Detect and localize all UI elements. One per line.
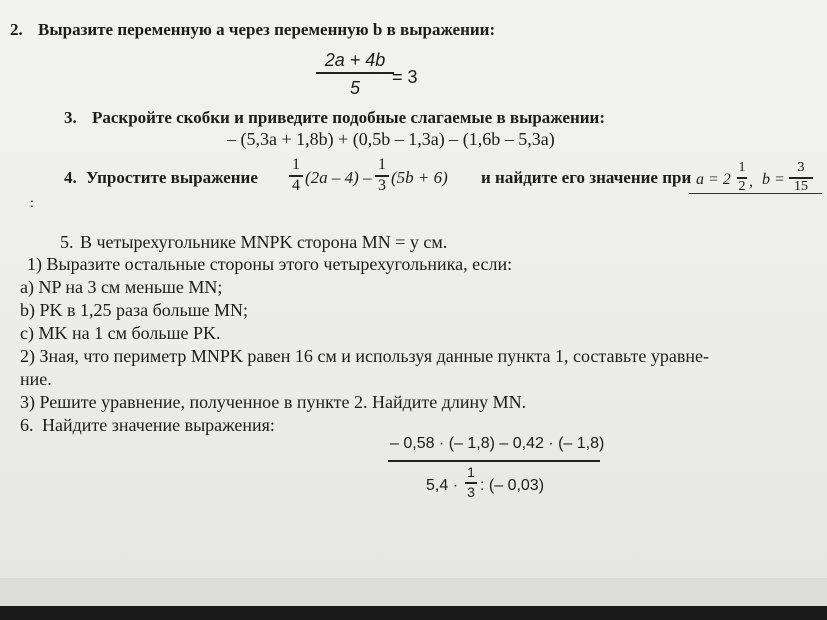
task5-item-c: c) MK на 1 см больше PK. xyxy=(20,323,221,343)
task4-frac2-num: 1 xyxy=(378,156,386,173)
task5-line3a: 2) Зная, что периметр MNPK равен 16 см и используя данные пункта 1, составьте уравне- xyxy=(20,346,709,366)
task6-fraction-bar xyxy=(388,460,600,462)
task5-number: 5. xyxy=(60,232,74,252)
task4-number: 4. xyxy=(64,168,77,187)
task4-frac1-num: 1 xyxy=(292,156,300,173)
task4-a-frac-den: 2 xyxy=(738,178,746,194)
task4-text: Упростите выражение xyxy=(86,168,258,187)
task5-line4: 3) Решите уравнение, полученное в пункте 2. Найдите длину MN. xyxy=(20,392,527,412)
task3-text: Раскройте скобки и приведите подобные слагаемые в выражении: xyxy=(92,108,606,127)
task4-a-label: a = 2 xyxy=(696,171,731,188)
task2-number: 2. xyxy=(10,20,23,39)
task5-item-a: а) NP на 3 см меньше MN; xyxy=(20,277,223,297)
task4-frac2-den: 3 xyxy=(378,176,386,194)
task5-line1: В четырехугольнике MNPK сторона MN = y см. xyxy=(80,232,448,252)
task3-number: 3. xyxy=(64,108,77,127)
task6-den-frac-num: 1 xyxy=(467,464,475,480)
task2-rhs: = 3 xyxy=(392,67,418,87)
task5-line3b: ние. xyxy=(20,369,52,389)
task4-frac1-den: 4 xyxy=(292,176,300,194)
task2-denominator: 5 xyxy=(349,77,360,98)
task6-den-right: : (– 0,03) xyxy=(480,477,545,494)
task4-values-underline xyxy=(689,193,822,194)
task3-expression: – (5,3a + 1,8b) + (0,5b – 1,3a) – (1,6b – 5,3a) xyxy=(227,129,555,149)
task4-b-frac-num: 3 xyxy=(797,160,805,175)
task6-den-frac xyxy=(465,464,477,502)
task4-frac1 xyxy=(289,156,303,196)
task2-fraction xyxy=(316,50,394,100)
task4-a-frac-num: 1 xyxy=(738,160,746,175)
task4-b-frac-den: 15 xyxy=(794,178,808,194)
margin-mark: : xyxy=(30,196,34,211)
task4-b-label: b = xyxy=(762,171,785,188)
task6-den-frac-den: 3 xyxy=(467,483,475,500)
lower-sheet-edge xyxy=(0,578,827,606)
task4-a-frac xyxy=(737,160,747,196)
task4-part1: (2a – 4) – xyxy=(305,168,372,187)
task4-frac2 xyxy=(375,156,389,196)
bottom-edge xyxy=(0,578,827,620)
task5-item-b: b) PK в 1,25 раза больше MN; xyxy=(20,300,249,320)
task6-number: 6. xyxy=(20,415,34,435)
task5-line2: 1) Выразите остальные стороны этого четырехугольника, если: xyxy=(27,254,513,274)
task4-part2: (5b + 6) xyxy=(391,168,448,187)
task4-comma: , xyxy=(749,173,753,190)
task4-b-frac xyxy=(789,160,813,196)
task2-text: Выразите переменную а через переменную b в выражении: xyxy=(38,20,496,39)
task2-numerator: 2a + 4b xyxy=(324,50,386,70)
task6-numerator: – 0,58 · (– 1,8) – 0,42 · (– 1,8) xyxy=(390,435,605,452)
task6-den-left: 5,4 · xyxy=(426,477,459,494)
task6-text: Найдите значение выражения: xyxy=(42,415,275,435)
task4-text2: и найдите его значение при xyxy=(481,168,692,187)
